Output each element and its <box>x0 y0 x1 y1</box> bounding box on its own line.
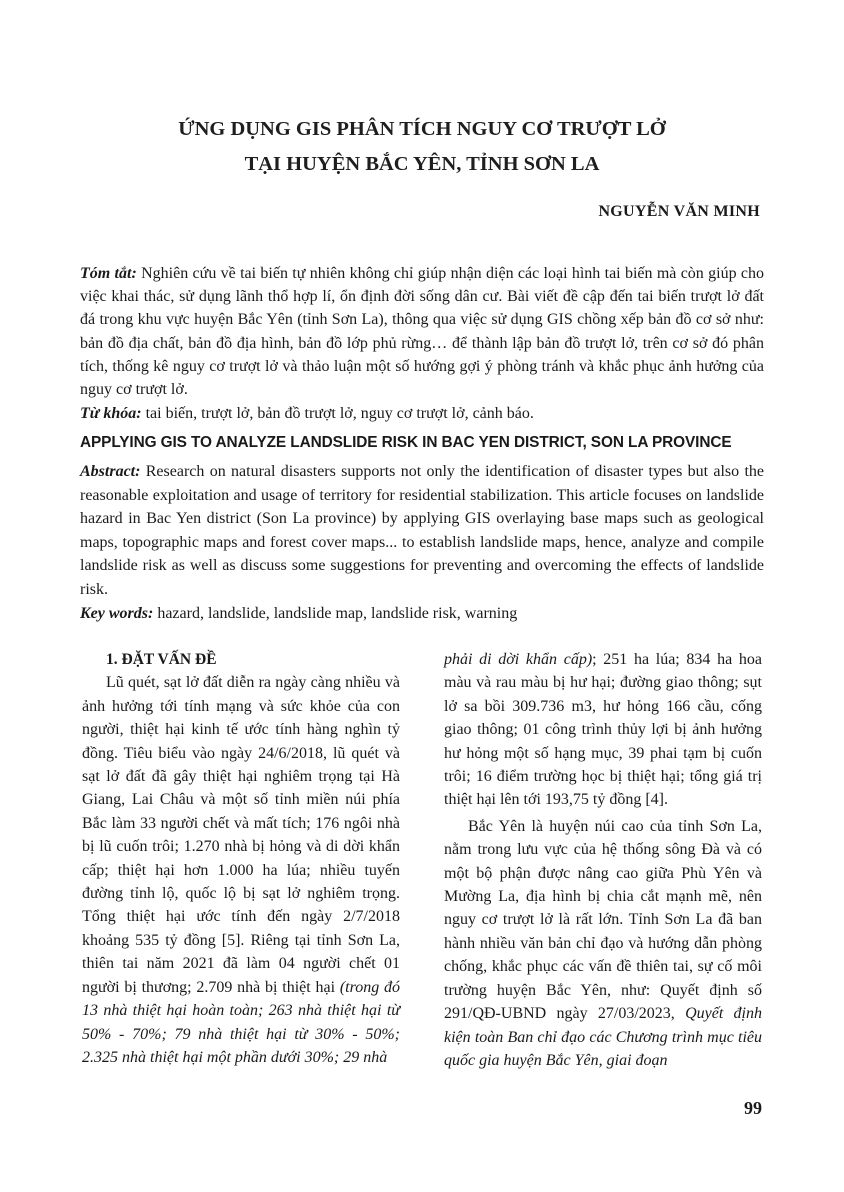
author-name: NGUYỄN VĂN MINH <box>598 203 760 220</box>
keywords-en-text: hazard, landslide, landslide map, landslide risk, warning <box>153 605 518 622</box>
body-column-right <box>444 648 762 1072</box>
article-title-line-1: ỨNG DỤNG GIS PHÂN TÍCH NGUY CƠ TRƯỢT LỞ <box>178 118 666 140</box>
paragraph-2-italic: Quyết định kiện toàn Ban chỉ đạo các Chương trình mục tiêu quốc gia huyện Bắc Yên, giai đoạn <box>444 1005 762 1069</box>
section-heading: 1. ĐẶT VẤN ĐỀ <box>106 651 217 668</box>
body-column-left <box>82 648 400 1069</box>
paragraph-2-text: Bắc Yên là huyện núi cao của tỉnh Sơn La, nằm trong lưu vực của hệ thống sông Đà và có một bộ phận được nâng cao giữa Phù Yên và Mường La, địa hình bị chia cắt mạnh mẽ, nên nguy cơ trượt lở là rất lớn. Tỉnh Sơn La đã ban hành nhiều văn bản chỉ đạo và hướng dẫn phòng chống, khắc phục các vấn đề thiên tai, sự cố môi trường huyện Bắc Yên, như: Quyết định số 291/QĐ-UBND ngày 27/03/2023, <box>444 817 762 1023</box>
keywords-english <box>80 602 764 625</box>
abstract-en-label: Abstract: <box>80 463 141 480</box>
article-title <box>80 112 764 182</box>
abstract-english <box>80 460 764 601</box>
page-number: 99 <box>744 1098 762 1118</box>
abstract-vi-text: Nghiên cứu về tai biến tự nhiên không chỉ giúp nhận diện các loại hình tai biến mà còn giúp cho việc khai thác, sử dụng lãnh thổ hợp lí, ổn định đời sống dân cư. Bài viết đề cập đến tai biến trượt lở đất đá trong khu vực huyện Bắc Yên (tỉnh Sơn La), thông qua việc sử dụng GIS chồng xếp bản đồ cơ sở như: bản đồ địa chất, bản đồ địa hình, bản đồ lớp phủ rừng… để thành lập bản đồ trượt lở, trên cơ sở đó phân tích, thống kê nguy cơ trượt lở và thảo luận một số hướng gợi ý phòng tránh và khắc phục ảnh hưởng của nguy cơ trượt lở. <box>80 265 765 399</box>
body-paragraph-2 <box>444 815 762 1072</box>
abstract-en-text: Research on natural disasters supports not only the identification of disaster types but also the reasonable exploitation and usage of territory for residential stabilization. This article focuses on landslide hazard in Bac Yen district (Son La province) by applying GIS overlaying base maps such as geological maps, topographic maps and forest cover maps... to establish landslide maps, hence, analyze and compile landslide risk as well as discuss some suggestions for preventing and overcoming the effects of landslide risk. <box>80 463 764 598</box>
keywords-vi-label: Từ khóa: <box>80 405 142 422</box>
english-title: APPLYING GIS TO ANALYZE LANDSLIDE RISK IN BAC YEN DISTRICT, SON LA PROVINCE <box>80 434 732 451</box>
keywords-vi-text: tai biến, trượt lở, bản đồ trượt lở, nguy cơ trượt lở, cảnh báo. <box>141 405 534 422</box>
paragraph-1-text: Lũ quét, sạt lở đất diễn ra ngày càng nhiều và ảnh hưởng tới tính mạng và sức khỏe của con người, thiệt hại kinh tế ước tính hàng nghìn tỷ đồng. Tiêu biểu vào ngày 24/6/2018, lũ quét và sạt lở đất đã gây thiệt hại nghiêm trọng tại Hà Giang, Lai Châu và một số tỉnh miền núi phía Bắc làm 33 người chết và mất tích; 176 ngôi nhà bị lũ cuốn trôi; 1.270 nhà bị hỏng và di dời khẩn cấp; thiệt hại hơn 1.000 ha lúa; nhiều tuyến đường tỉnh lộ, quốc lộ bị sạt lở nghiêm trọng. Tổng thiệt hại ước tính đến ngày 2/7/2018 khoảng 535 tỷ đồng [5]. Riêng tại tỉnh Sơn La, thiên tai năm 2021 đã làm 04 người chết 01 người bị thương; 2.709 nhà bị thiệt hại <box>82 674 400 996</box>
keywords-vietnamese <box>80 402 764 425</box>
paragraph-1-italic: (trong đó 13 nhà thiệt hại hoàn toàn; 263 nhà thiệt hại từ 50% - 70%; 79 nhà thiệt hại từ 30% - 50%; 2.325 nhà thiệt hại một phần dưới 30%; 29 nhà <box>82 978 401 1066</box>
body-paragraph-1 <box>82 671 400 1069</box>
article-title-line-2: TẠI HUYỆN BẮC YÊN, TỈNH SƠN LA <box>244 153 600 175</box>
paragraph-1-continued-italic: phải di dời khẩn cấp) <box>444 651 593 668</box>
abstract-vi-label: Tóm tắt: <box>80 265 137 282</box>
keywords-en-label: Key words: <box>80 605 154 622</box>
abstract-vietnamese <box>80 262 764 401</box>
body-paragraph-1-continued <box>444 648 762 812</box>
paragraph-1-continued-text: ; 251 ha lúa; 834 ha hoa màu và rau màu bị hư hại; đường giao thông; sụt lở sa bồi 309.736 m3, hư hỏng 166 cầu, cống giao thông; 01 công trình thủy lợi bị ảnh hưởng hư hỏng một số hạng mục, 39 phai tạm bị cuốn trôi; 16 điểm trường học bị thiệt hại; tổng giá trị thiệt hại lên tới 193,75 tỷ đồng [4]. <box>444 651 763 809</box>
